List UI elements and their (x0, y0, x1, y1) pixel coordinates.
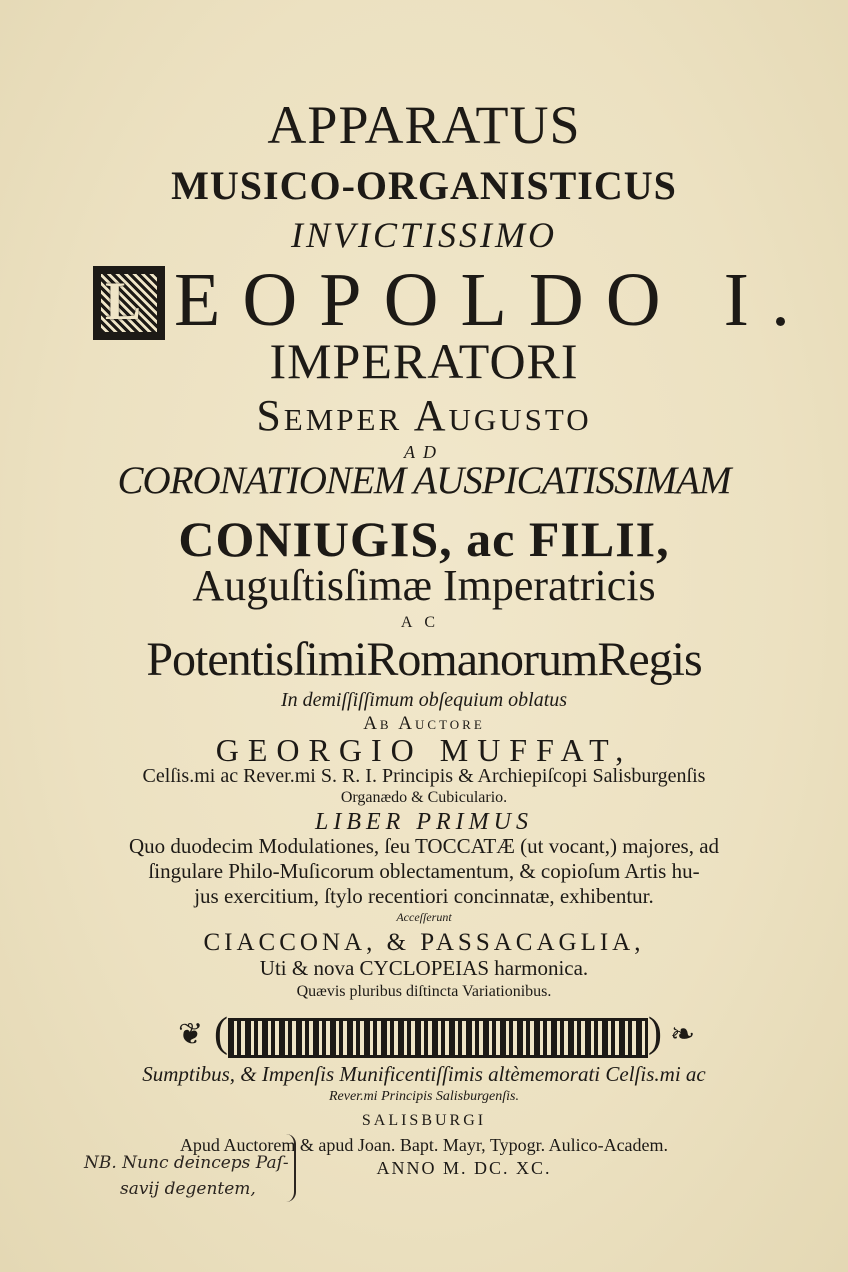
cyclopeias-line: Uti & nova CYCLOPEIAS harmonica. (259, 956, 589, 980)
prince-line: Rever.mi Principis Salisburgenſis. (328, 1089, 520, 1104)
word-ac: AC (400, 614, 448, 631)
dedicatee-name (90, 258, 812, 342)
expenses-line: Sumptibus, & Impenſis Munificentiſſimis altèmemorati Celſis.mi ac (142, 1062, 706, 1086)
curl-left-icon: ❦ (178, 1018, 204, 1051)
occasion-coniugis: CONIUGIS, ac FILII, (178, 511, 670, 567)
word-ad: AD (404, 442, 444, 462)
place-salisburgi: SALISBURGI (361, 1112, 487, 1129)
description-line-1: Quo duodecim Modulationes, ſeu TOCCATÆ (ut vocant,) majores, ad (128, 834, 720, 858)
dedicatee-epithet: Semper Augusto (256, 391, 592, 440)
ornament-band (228, 1018, 648, 1058)
author-name: GEORGIO MUFFAT, (215, 732, 633, 768)
variations-line: Quævis pluribus diſtincta Variationibus. (296, 983, 552, 1000)
ciaccona-passacaglia: CIACCONA, & PASSACAGLIA, (203, 929, 645, 956)
dedicatee-name-text: EOPOLDO I. (174, 258, 812, 342)
title-musico-organisticus: MUSICO-ORGANISTICUS (171, 163, 677, 208)
by-author-line: Ab Auctore (363, 713, 485, 734)
author-role: Organædo & Cubiculario. (340, 789, 508, 806)
handwritten-note-line-1: NB. Nunc deinceps Paſ- (84, 1153, 289, 1173)
title-apparatus: APPARATUS (267, 95, 581, 155)
occasion-augustissimae: Auguſtisſimæ Imperatricis (192, 561, 656, 610)
printer-line: Apud Auctorem & apud Joan. Bapt. Mayr, Typogr. Aulico-Academ. (179, 1135, 669, 1155)
curl-right-icon: ❧ (670, 1018, 696, 1051)
description-line-3: jus exercitium, ſtylo recentiori concinnatæ, exhibentur. (194, 884, 654, 908)
ornamental-band-icon (178, 1012, 702, 1058)
handwritten-note-line-2: savij degentem, (120, 1179, 256, 1199)
paren-right-icon: ) (648, 1010, 662, 1056)
occasion-coronationem: CORONATIONEM AUSPICATISSIMAM (117, 459, 731, 502)
dedication-invictissimo: INVICTISSIMO (291, 215, 557, 255)
description-line-2: ſingulare Philo-Muſicorum oblectamentum, & copioſum Artis hu- (148, 859, 700, 883)
occasion-potentissimi: PotentisſimiRomanorumRegis (146, 633, 702, 686)
accesserunt-label: Acceſſerunt (396, 910, 452, 924)
paren-left-icon: ( (214, 1010, 228, 1056)
dedicatee-title: IMPERATORI (269, 333, 579, 389)
offering-line: In demiſſiſſimum obſequium oblatus (280, 689, 568, 711)
book-title: LIBER PRIMUS (315, 809, 533, 835)
author-position: Celſis.mi ac Rever.mi S. R. I. Principis & Archiepiſcopi Salisburgenſis (142, 765, 706, 787)
year-line: ANNO M. DC. XC. (376, 1158, 552, 1178)
initial-letter: L (105, 271, 142, 331)
